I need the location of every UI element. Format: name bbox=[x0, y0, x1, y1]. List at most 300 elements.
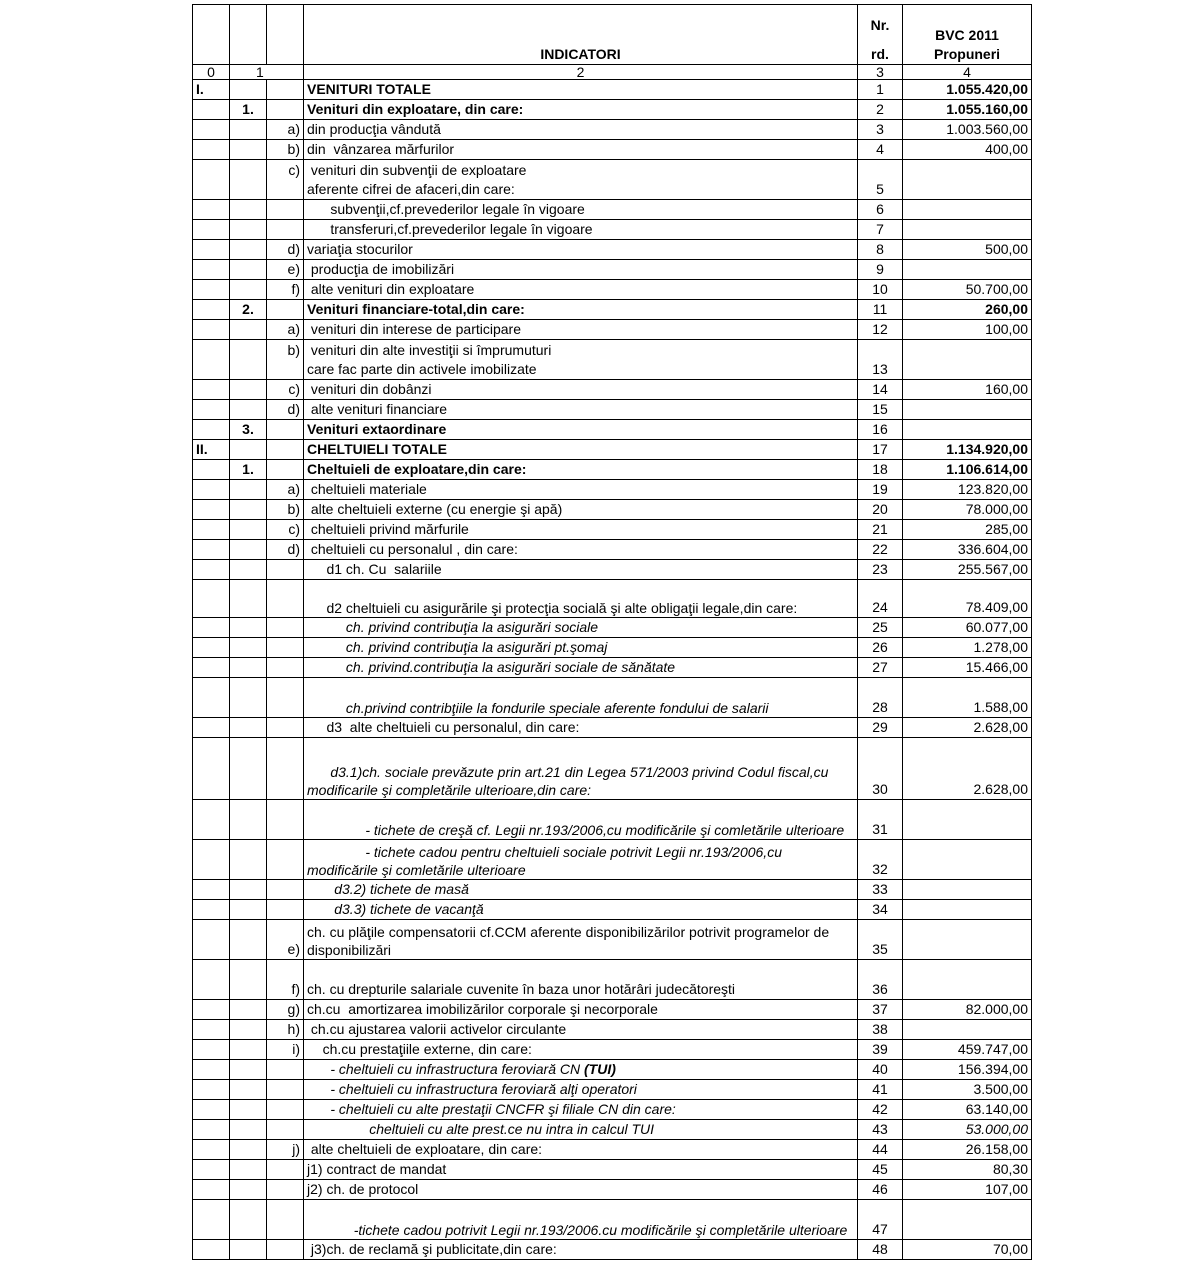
indicator-text: din vânzarea mărfurilor bbox=[307, 141, 455, 157]
row-number: 13 bbox=[858, 360, 903, 380]
value: 1.278,00 bbox=[903, 638, 1032, 658]
indicator-text: alte cheltuieli de exploatare, din care: bbox=[307, 1141, 543, 1157]
table-row bbox=[193, 1080, 1032, 1100]
indicator-label bbox=[304, 1160, 858, 1180]
section-number bbox=[193, 800, 230, 840]
item-letter bbox=[267, 80, 304, 100]
subsection-number bbox=[230, 580, 267, 618]
item-letter: a) bbox=[267, 320, 304, 340]
item-letter bbox=[267, 180, 304, 200]
column-index-row bbox=[193, 65, 1032, 80]
table-row bbox=[193, 920, 1032, 960]
row-number: 1 bbox=[858, 80, 903, 100]
value: 78.409,00 bbox=[903, 580, 1032, 618]
section-number: II. bbox=[193, 440, 230, 460]
subsection-number: 1. bbox=[230, 100, 267, 120]
subsection-number bbox=[230, 738, 267, 800]
item-letter bbox=[267, 100, 304, 120]
indicator-label bbox=[304, 540, 858, 560]
value: 336.604,00 bbox=[903, 540, 1032, 560]
section-number bbox=[193, 320, 230, 340]
header-nr: Nr. bbox=[870, 17, 890, 33]
item-letter bbox=[267, 800, 304, 840]
indicator-label bbox=[304, 400, 858, 420]
section-number bbox=[193, 540, 230, 560]
indicator-label bbox=[304, 120, 858, 140]
item-letter: i) bbox=[267, 1040, 304, 1060]
value bbox=[903, 900, 1032, 920]
indicator-label bbox=[304, 1060, 858, 1080]
item-letter: h) bbox=[267, 1020, 304, 1040]
item-letter bbox=[267, 1240, 304, 1260]
indicator-label bbox=[304, 800, 858, 840]
subsection-number bbox=[230, 1020, 267, 1040]
indicator-text: ch.cu prestaţiile externe, din care: bbox=[307, 1041, 532, 1057]
indicator-text: cheltuieli materiale bbox=[307, 481, 427, 497]
indicator-text: d2 cheltuieli cu asigurările şi protecţia socială şi alte obligaţii legale,din care: bbox=[307, 600, 798, 616]
value: 3.500,00 bbox=[903, 1080, 1032, 1100]
table-row bbox=[193, 1000, 1032, 1020]
item-letter: c) bbox=[267, 380, 304, 400]
col-index-4: 4 bbox=[903, 65, 1032, 80]
subsection-number bbox=[230, 140, 267, 160]
header-blank-2 bbox=[267, 5, 304, 65]
subsection-number bbox=[230, 718, 267, 738]
indicator-label bbox=[304, 420, 858, 440]
indicator-label bbox=[304, 180, 858, 200]
value: 60.077,00 bbox=[903, 618, 1032, 638]
indicator-text: ch. privind contribuţia la asigurări sociale bbox=[307, 619, 599, 635]
budget-table bbox=[192, 4, 1032, 1260]
indicator-label bbox=[304, 300, 858, 320]
subsection-number bbox=[230, 1180, 267, 1200]
indicator-text: - tichete de creşă cf. Legii nr.193/2006,cu modificările şi comletările ulterioare bbox=[307, 822, 845, 838]
table-row bbox=[193, 420, 1032, 440]
section-number bbox=[193, 618, 230, 638]
value: 285,00 bbox=[903, 520, 1032, 540]
section-number bbox=[193, 1020, 230, 1040]
table-row bbox=[193, 240, 1032, 260]
section-number bbox=[193, 1080, 230, 1100]
value: 2.628,00 bbox=[903, 738, 1032, 800]
value bbox=[903, 800, 1032, 840]
section-number bbox=[193, 560, 230, 580]
table-row bbox=[193, 200, 1032, 220]
table-row bbox=[193, 1100, 1032, 1120]
subsection-number bbox=[230, 80, 267, 100]
table-row bbox=[193, 320, 1032, 340]
row-number: 28 bbox=[858, 678, 903, 718]
value: 156.394,00 bbox=[903, 1060, 1032, 1080]
section-number: I. bbox=[193, 80, 230, 100]
section-number bbox=[193, 580, 230, 618]
indicator-text: d3.2) tichete de masă bbox=[307, 881, 469, 897]
indicator-text: Venituri din exploatare, din care: bbox=[307, 101, 524, 117]
header-bvc-year: BVC 2011 bbox=[935, 27, 999, 43]
item-letter bbox=[267, 300, 304, 320]
value: 1.055.160,00 bbox=[903, 100, 1032, 120]
section-number bbox=[193, 100, 230, 120]
value bbox=[903, 920, 1032, 960]
subsection-number bbox=[230, 340, 267, 360]
row-number: 34 bbox=[858, 900, 903, 920]
indicator-label bbox=[304, 260, 858, 280]
section-number bbox=[193, 360, 230, 380]
item-letter: c) bbox=[267, 160, 304, 180]
value: 107,00 bbox=[903, 1180, 1032, 1200]
value bbox=[903, 220, 1032, 240]
item-letter bbox=[267, 678, 304, 718]
row-number: 47 bbox=[858, 1200, 903, 1240]
subsection-number bbox=[230, 618, 267, 638]
item-letter bbox=[267, 1120, 304, 1140]
header-rd: rd. bbox=[871, 46, 889, 62]
table-row bbox=[193, 480, 1032, 500]
row-number: 27 bbox=[858, 658, 903, 678]
table-row bbox=[193, 840, 1032, 880]
subsection-number bbox=[230, 678, 267, 718]
indicator-text: alte cheltuieli externe (cu energie şi apă) bbox=[307, 501, 563, 517]
indicator-text: venituri din interese de participare bbox=[307, 321, 522, 337]
table-row bbox=[193, 140, 1032, 160]
item-letter: g) bbox=[267, 1000, 304, 1020]
indicator-text: - cheltuieli cu alte prestaţii CNCFR şi filiale CN din care: bbox=[307, 1101, 676, 1117]
subsection-number bbox=[230, 560, 267, 580]
section-number bbox=[193, 500, 230, 520]
subsection-number bbox=[230, 280, 267, 300]
indicator-label bbox=[304, 1020, 858, 1040]
indicator-label bbox=[304, 738, 858, 800]
section-number bbox=[193, 920, 230, 960]
section-number bbox=[193, 400, 230, 420]
value: 2.628,00 bbox=[903, 718, 1032, 738]
section-number bbox=[193, 120, 230, 140]
col-index-2: 2 bbox=[304, 65, 858, 80]
indicator-text: ch. cu drepturile salariale cuvenite în baza unor hotărâri judecătoreşti bbox=[307, 981, 736, 997]
row-number: 3 bbox=[858, 120, 903, 140]
col-index-3: 3 bbox=[858, 65, 903, 80]
value bbox=[903, 420, 1032, 440]
indicator-label bbox=[304, 480, 858, 500]
section-number bbox=[193, 1120, 230, 1140]
item-letter: c) bbox=[267, 520, 304, 540]
indicator-label bbox=[304, 840, 858, 880]
table-row bbox=[193, 540, 1032, 560]
table-row bbox=[193, 400, 1032, 420]
item-letter bbox=[267, 420, 304, 440]
col-index-0: 0 bbox=[193, 65, 230, 80]
item-letter bbox=[267, 360, 304, 380]
item-letter bbox=[267, 618, 304, 638]
indicator-label bbox=[304, 900, 858, 920]
value: 80,30 bbox=[903, 1160, 1032, 1180]
subsection-number bbox=[230, 1060, 267, 1080]
row-number bbox=[858, 340, 903, 360]
indicator-text: ch. privind contribuţia la asigurări pt.şomaj bbox=[307, 639, 608, 655]
subsection-number bbox=[230, 440, 267, 460]
indicator-label bbox=[304, 960, 858, 1000]
table-row bbox=[193, 1160, 1032, 1180]
row-number: 48 bbox=[858, 1240, 903, 1260]
indicator-label bbox=[304, 1120, 858, 1140]
value: 123.820,00 bbox=[903, 480, 1032, 500]
table-row bbox=[193, 460, 1032, 480]
indicator-text: cheltuieli privind mărfurile bbox=[307, 521, 469, 537]
section-number bbox=[193, 1140, 230, 1160]
section-number bbox=[193, 1200, 230, 1240]
section-number bbox=[193, 1240, 230, 1260]
indicator-label bbox=[304, 520, 858, 540]
header-indicatori: INDICATORI bbox=[304, 5, 858, 65]
indicator-label bbox=[304, 380, 858, 400]
value: 260,00 bbox=[903, 300, 1032, 320]
table-row bbox=[193, 638, 1032, 658]
indicator-label bbox=[304, 100, 858, 120]
indicator-label bbox=[304, 220, 858, 240]
section-number bbox=[193, 280, 230, 300]
section-number bbox=[193, 220, 230, 240]
row-number: 20 bbox=[858, 500, 903, 520]
indicator-text: - cheltuieli cu infrastructura feroviară CN bbox=[307, 1061, 584, 1077]
indicator-label bbox=[304, 580, 858, 618]
subsection-number bbox=[230, 960, 267, 1000]
item-letter bbox=[267, 1160, 304, 1180]
subsection-number bbox=[230, 1200, 267, 1240]
row-number: 43 bbox=[858, 1120, 903, 1140]
row-number: 31 bbox=[858, 800, 903, 840]
header-blank-0 bbox=[193, 5, 230, 65]
table-row bbox=[193, 1240, 1032, 1260]
subsection-number bbox=[230, 220, 267, 240]
subsection-number bbox=[230, 658, 267, 678]
indicator-text: - tichete cadou pentru cheltuieli sociale potrivit Legii nr.193/2006,cu modificările şi comletările ulterioare bbox=[307, 844, 786, 878]
row-number: 5 bbox=[858, 180, 903, 200]
row-number: 18 bbox=[858, 460, 903, 480]
table-row bbox=[193, 580, 1032, 618]
section-number bbox=[193, 1000, 230, 1020]
row-number: 12 bbox=[858, 320, 903, 340]
value: 1.106.614,00 bbox=[903, 460, 1032, 480]
indicator-label bbox=[304, 1040, 858, 1060]
section-number bbox=[193, 200, 230, 220]
indicator-text: j2) ch. de protocol bbox=[307, 1181, 419, 1197]
indicator-text: Cheltuieli de exploatare,din care: bbox=[307, 461, 527, 477]
item-letter: d) bbox=[267, 240, 304, 260]
value bbox=[903, 400, 1032, 420]
table-row bbox=[193, 120, 1032, 140]
indicator-text: venituri din alte investiţii si împrumuturi bbox=[307, 341, 552, 358]
indicator-label bbox=[304, 340, 858, 360]
value: 255.567,00 bbox=[903, 560, 1032, 580]
value bbox=[903, 1020, 1032, 1040]
indicator-label bbox=[304, 880, 858, 900]
item-letter: f) bbox=[267, 280, 304, 300]
table-row bbox=[193, 180, 1032, 200]
indicator-text: care fac parte din activele imobilizate bbox=[307, 361, 537, 377]
value: 400,00 bbox=[903, 140, 1032, 160]
subsection-number: 1. bbox=[230, 460, 267, 480]
indicator-text: j3)ch. de reclamă şi publicitate,din care: bbox=[307, 1241, 557, 1257]
value: 15.466,00 bbox=[903, 658, 1032, 678]
row-number: 19 bbox=[858, 480, 903, 500]
row-number: 30 bbox=[858, 738, 903, 800]
table-row bbox=[193, 160, 1032, 180]
value bbox=[903, 260, 1032, 280]
subsection-number bbox=[230, 880, 267, 900]
table-row bbox=[193, 80, 1032, 100]
indicator-text: alte venituri din exploatare bbox=[307, 281, 475, 297]
section-number bbox=[193, 1160, 230, 1180]
value bbox=[903, 960, 1032, 1000]
indicator-text: d3.3) tichete de vacanţă bbox=[307, 901, 484, 917]
indicator-label bbox=[304, 920, 858, 960]
subsection-number bbox=[230, 120, 267, 140]
table-row bbox=[193, 100, 1032, 120]
section-number bbox=[193, 420, 230, 440]
item-letter bbox=[267, 220, 304, 240]
indicator-text: - cheltuieli cu infrastructura feroviară alţi operatori bbox=[307, 1081, 637, 1097]
table-row bbox=[193, 380, 1032, 400]
row-number: 10 bbox=[858, 280, 903, 300]
value bbox=[903, 1200, 1032, 1240]
table-row bbox=[193, 738, 1032, 800]
subsection-number bbox=[230, 1080, 267, 1100]
table-row bbox=[193, 280, 1032, 300]
row-number: 14 bbox=[858, 380, 903, 400]
row-number: 42 bbox=[858, 1100, 903, 1120]
subsection-number bbox=[230, 638, 267, 658]
value: 100,00 bbox=[903, 320, 1032, 340]
value: 53.000,00 bbox=[903, 1120, 1032, 1140]
table-row bbox=[193, 560, 1032, 580]
section-number bbox=[193, 380, 230, 400]
indicator-label bbox=[304, 240, 858, 260]
row-number: 40 bbox=[858, 1060, 903, 1080]
item-letter: b) bbox=[267, 500, 304, 520]
row-number bbox=[858, 160, 903, 180]
table-row bbox=[193, 800, 1032, 840]
indicator-label bbox=[304, 1200, 858, 1240]
indicator-label bbox=[304, 440, 858, 460]
subsection-number bbox=[230, 380, 267, 400]
item-letter: b) bbox=[267, 140, 304, 160]
subsection-number bbox=[230, 1120, 267, 1140]
table-row bbox=[193, 1200, 1032, 1240]
table-row bbox=[193, 300, 1032, 320]
table-row bbox=[193, 718, 1032, 738]
table-row bbox=[193, 1120, 1032, 1140]
row-number: 37 bbox=[858, 1000, 903, 1020]
indicator-text: ch. cu plăţile compensatorii cf.CCM aferente disponibilizărilor potrivit programelor de disponibilizări bbox=[307, 924, 834, 958]
subsection-number bbox=[230, 920, 267, 960]
table-row bbox=[193, 360, 1032, 380]
value: 1.003.560,00 bbox=[903, 120, 1032, 140]
subsection-number bbox=[230, 180, 267, 200]
table-row bbox=[193, 220, 1032, 240]
indicator-emphasis: (TUI) bbox=[584, 1061, 616, 1077]
row-number: 45 bbox=[858, 1160, 903, 1180]
item-letter: j) bbox=[267, 1140, 304, 1160]
item-letter: b) bbox=[267, 340, 304, 360]
row-number: 25 bbox=[858, 618, 903, 638]
value: 70,00 bbox=[903, 1240, 1032, 1260]
section-number bbox=[193, 140, 230, 160]
value: 50.700,00 bbox=[903, 280, 1032, 300]
section-number bbox=[193, 900, 230, 920]
indicator-text: din producţia vândută bbox=[307, 121, 441, 137]
value bbox=[903, 180, 1032, 200]
indicator-label bbox=[304, 718, 858, 738]
section-number bbox=[193, 460, 230, 480]
row-number: 46 bbox=[858, 1180, 903, 1200]
subsection-number bbox=[230, 1240, 267, 1260]
row-number: 16 bbox=[858, 420, 903, 440]
section-number bbox=[193, 738, 230, 800]
section-number bbox=[193, 1060, 230, 1080]
row-number: 2 bbox=[858, 100, 903, 120]
table-row bbox=[193, 1140, 1032, 1160]
item-letter bbox=[267, 1060, 304, 1080]
value bbox=[903, 360, 1032, 380]
item-letter bbox=[267, 580, 304, 618]
row-number: 36 bbox=[858, 960, 903, 1000]
item-letter bbox=[267, 718, 304, 738]
indicator-label bbox=[304, 360, 858, 380]
subsection-number bbox=[230, 900, 267, 920]
item-letter bbox=[267, 1100, 304, 1120]
indicator-text: d3 alte cheltuieli cu personalul, din care: bbox=[307, 719, 580, 735]
row-number: 9 bbox=[858, 260, 903, 280]
section-number bbox=[193, 1180, 230, 1200]
table-row bbox=[193, 440, 1032, 460]
value bbox=[903, 340, 1032, 360]
subsection-number bbox=[230, 200, 267, 220]
indicator-label bbox=[304, 1240, 858, 1260]
row-number: 17 bbox=[858, 440, 903, 460]
indicator-label bbox=[304, 80, 858, 100]
item-letter bbox=[267, 1200, 304, 1240]
subsection-number bbox=[230, 840, 267, 880]
table-row bbox=[193, 1180, 1032, 1200]
subsection-number bbox=[230, 320, 267, 340]
indicator-label bbox=[304, 638, 858, 658]
row-number: 15 bbox=[858, 400, 903, 420]
indicator-text: variaţia stocurilor bbox=[307, 241, 413, 257]
indicator-label bbox=[304, 160, 858, 180]
table-row bbox=[193, 658, 1032, 678]
row-number: 38 bbox=[858, 1020, 903, 1040]
section-number bbox=[193, 960, 230, 1000]
subsection-number bbox=[230, 540, 267, 560]
indicator-text: cheltuieli cu personalul , din care: bbox=[307, 541, 518, 557]
indicator-text: CHELTUIELI TOTALE bbox=[307, 441, 447, 457]
section-number bbox=[193, 1040, 230, 1060]
section-number bbox=[193, 260, 230, 280]
subsection-number bbox=[230, 1100, 267, 1120]
indicator-label bbox=[304, 1000, 858, 1020]
item-letter bbox=[267, 560, 304, 580]
section-number bbox=[193, 340, 230, 360]
header-bvc-propuneri: Propuneri bbox=[933, 46, 1001, 62]
item-letter bbox=[267, 880, 304, 900]
row-number: 8 bbox=[858, 240, 903, 260]
indicator-text: venituri din dobânzi bbox=[307, 381, 432, 397]
section-number bbox=[193, 160, 230, 180]
item-letter bbox=[267, 1080, 304, 1100]
subsection-number bbox=[230, 1040, 267, 1060]
subsection-number bbox=[230, 260, 267, 280]
section-number bbox=[193, 520, 230, 540]
